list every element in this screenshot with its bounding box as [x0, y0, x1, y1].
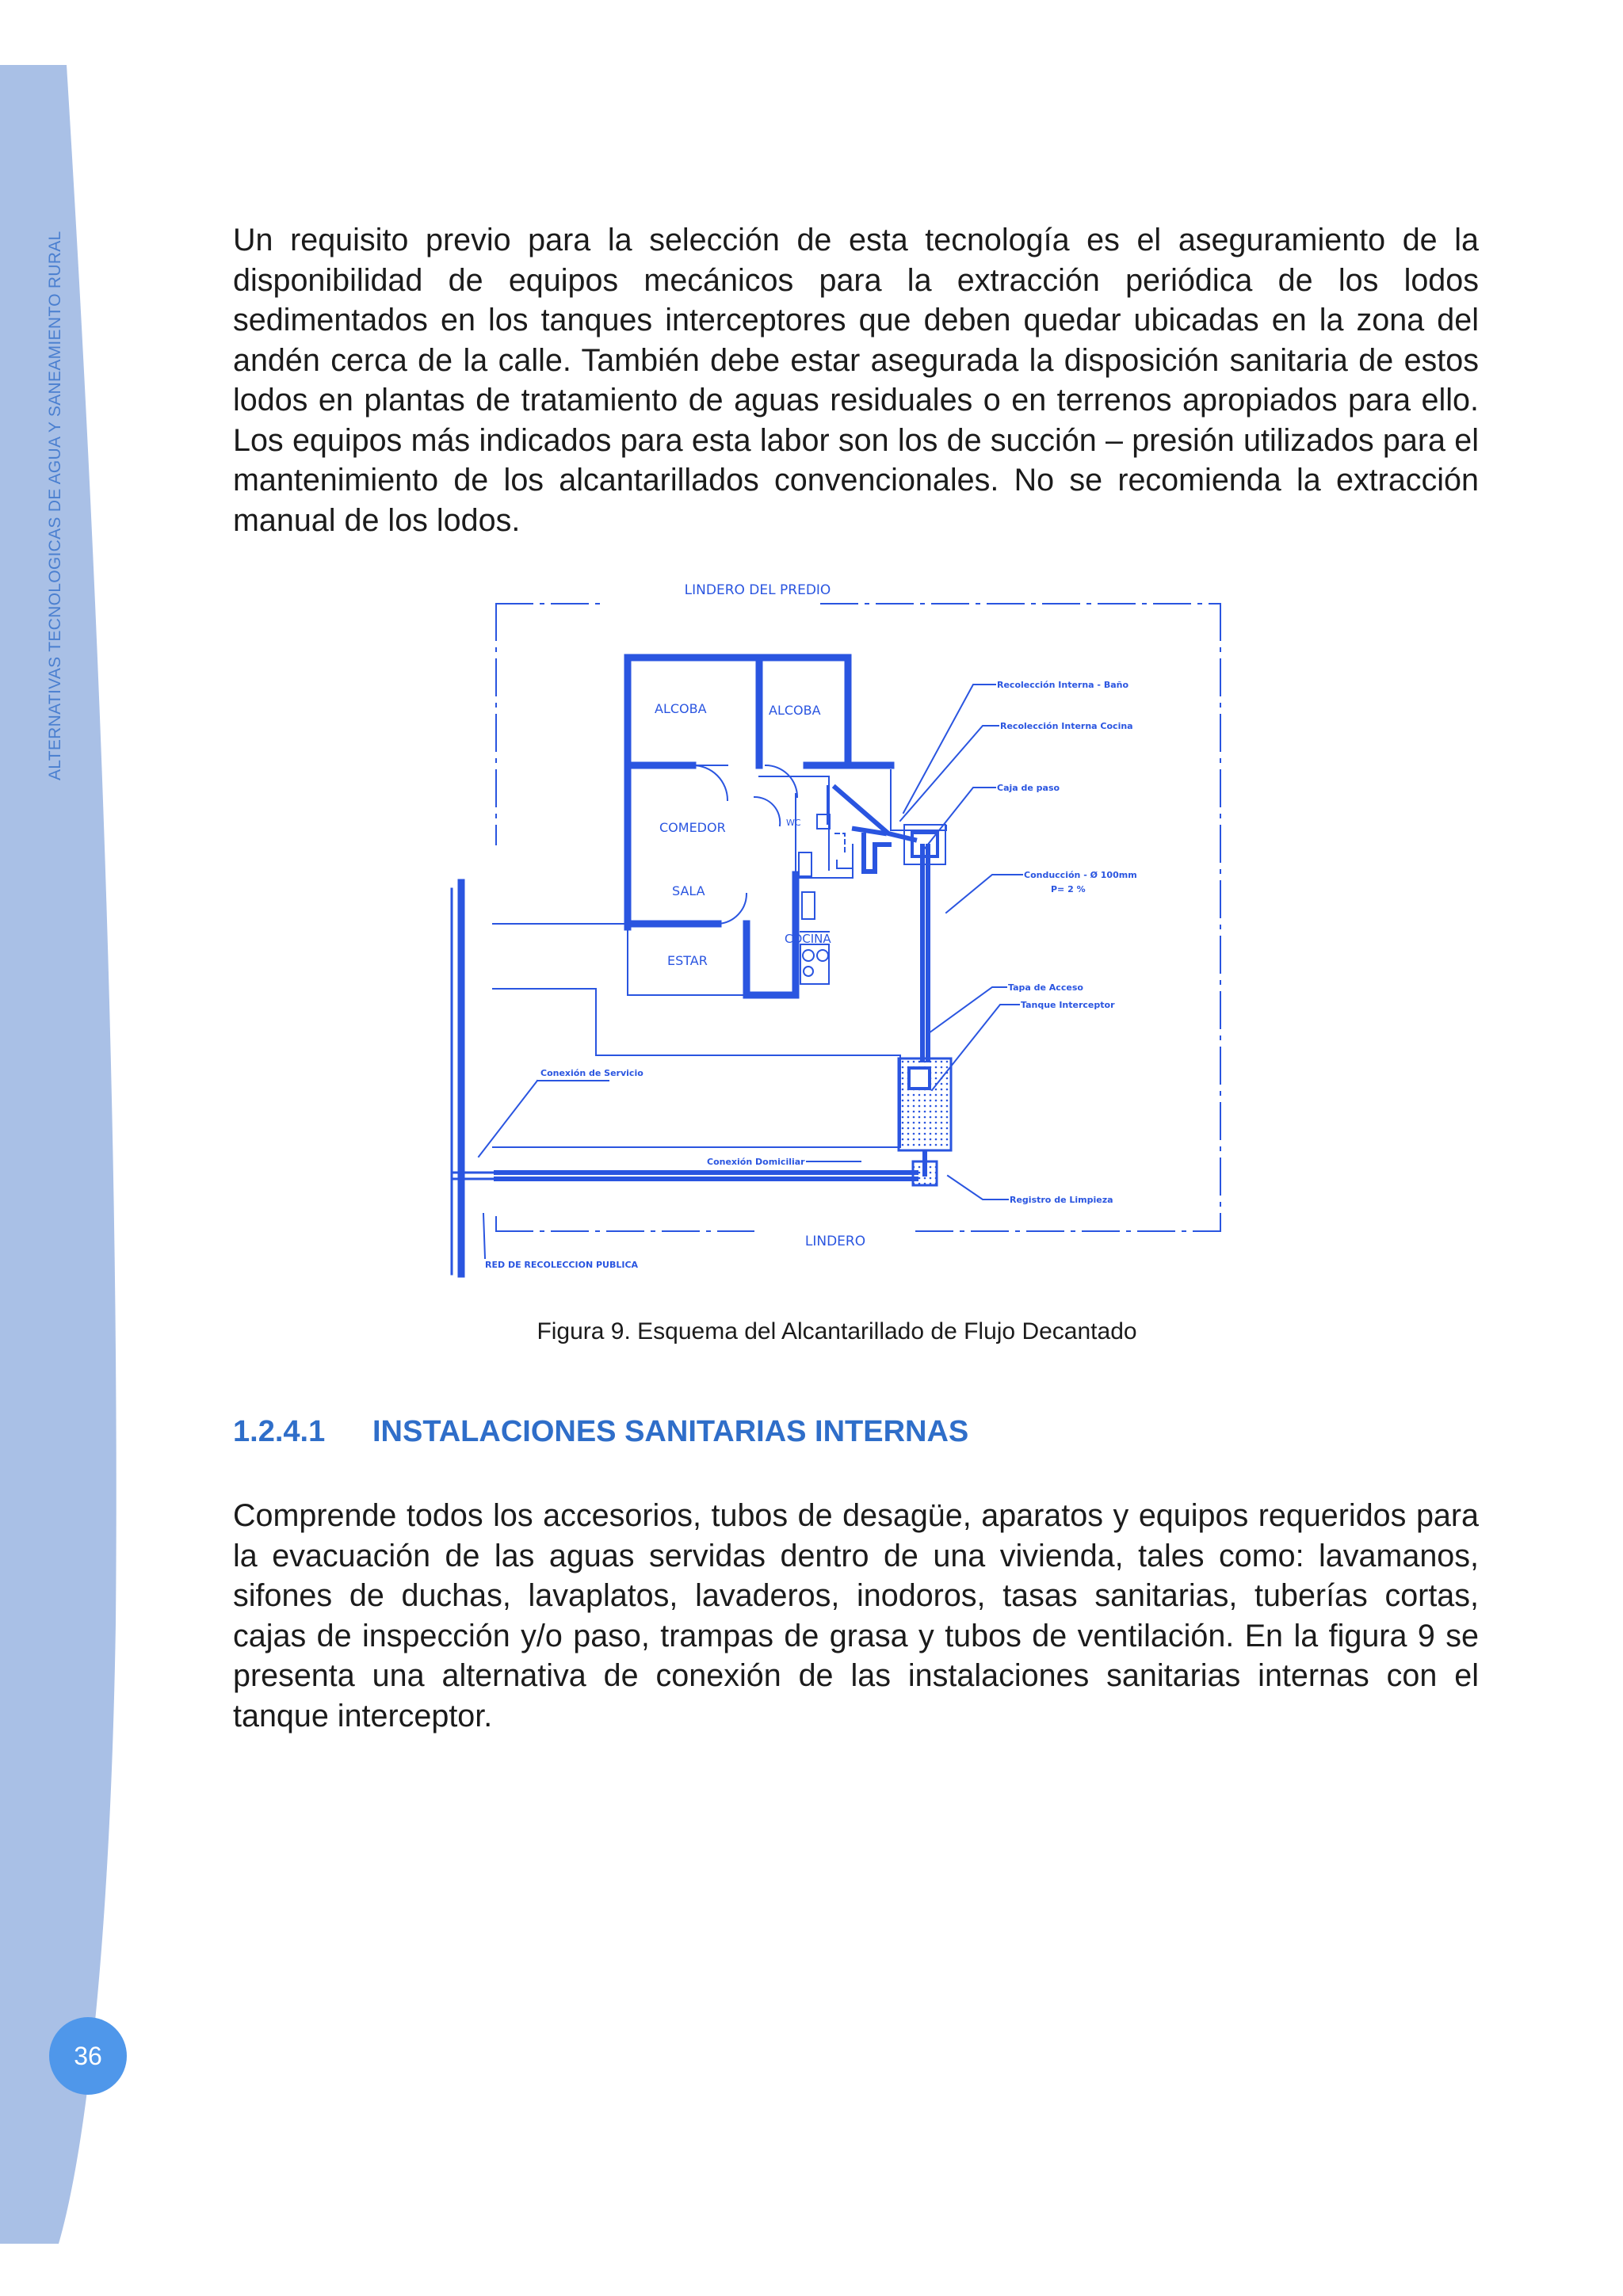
label-red-publica: RED DE RECOLECCION PUBLICA — [485, 1260, 639, 1270]
public-sewer-main — [452, 883, 461, 1274]
label-lindero-predio: LINDERO DEL PREDIO — [684, 583, 831, 598]
body-paragraph: Comprende todos los accesorios, tubos de desagüe, aparatos y equipos requeridos para la evacuación de las aguas servidas dentro de una vivienda, tales como: lavamanos, sifones de duchas, lavaplatos, lavaderos, inodoros, tasas sanitarias, tuberías cortas, cajas de inspección y/o paso, trampas de grasa y tubos de ventilación. En la figura 9 se presenta una alternativa de conexión de las instalaciones sanitarias internas con el tanque interceptor. — [233, 1498, 1479, 1733]
property-boundary — [496, 604, 1220, 1231]
section-heading — [233, 1415, 968, 1449]
sewer-pipes — [496, 788, 928, 1179]
label-conduccion: Conducción - Ø 100mm — [1024, 870, 1137, 880]
label-comedor: COMEDOR — [659, 820, 726, 835]
label-tanque: Tanque Interceptor — [1021, 1000, 1115, 1010]
page-number-badge: 36 — [49, 2017, 127, 2095]
label-recoleccion-cocina: Recolección Interna Cocina — [1000, 721, 1133, 731]
intro-paragraph: Un requisito previo para la selección de esta tecnología es el aseguramiento de la disponibilidad de equipos mecánicos para la extracción periódica de los lodos sedimentados en los tanques interceptores que deben quedar ubicadas en la zona del andén cerca de la calle. También debe estar asegurada la disposición sanitaria de estos lodos en plantas de tratamiento de aguas residuales o en terrenos apropiados para ello. Los equipos más indicados para esta labor son los de succión – presión utilizados para el mantenimiento de los alcantarillados convencionales. No se recomienda la extracción manual de los lodos. — [233, 223, 1479, 538]
label-alcoba-2: ALCOBA — [769, 703, 821, 718]
label-sala: SALA — [672, 883, 705, 898]
sidebar-band — [0, 0, 135, 2296]
label-lindero: LINDERO — [804, 1234, 866, 1249]
label-conexion-servicio: Conexión de Servicio — [540, 1068, 643, 1078]
section-title: INSTALACIONES SANITARIAS INTERNAS — [372, 1415, 969, 1448]
figure-9-sewer-diagram — [441, 583, 1233, 1293]
figure-caption: Figura 9. Esquema del Alcantarillado de Flujo Decantado — [537, 1318, 1137, 1344]
sidebar-title: ALTERNATIVAS TECNOLOGICAS DE AGUA Y SANEAMIENTO RURAL — [46, 231, 64, 780]
label-caja-paso: Caja de paso — [997, 783, 1060, 793]
section-number: 1.2.4.1 — [233, 1415, 326, 1448]
label-cocina: COCINA — [785, 932, 831, 946]
registro-de-limpieza — [913, 1161, 937, 1185]
label-conexion-domiciliar: Conexión Domiciliar — [707, 1157, 805, 1167]
label-wc: WC — [786, 818, 801, 828]
label-tapa-acceso: Tapa de Acceso — [1008, 982, 1083, 993]
label-alcoba-1: ALCOBA — [655, 701, 707, 716]
label-registro: Registro de Limpieza — [1010, 1195, 1113, 1205]
label-estar: ESTAR — [667, 953, 708, 968]
label-recoleccion-bano: Recolección Interna - Baño — [997, 680, 1129, 690]
label-pendiente: P= 2 % — [1051, 884, 1086, 894]
